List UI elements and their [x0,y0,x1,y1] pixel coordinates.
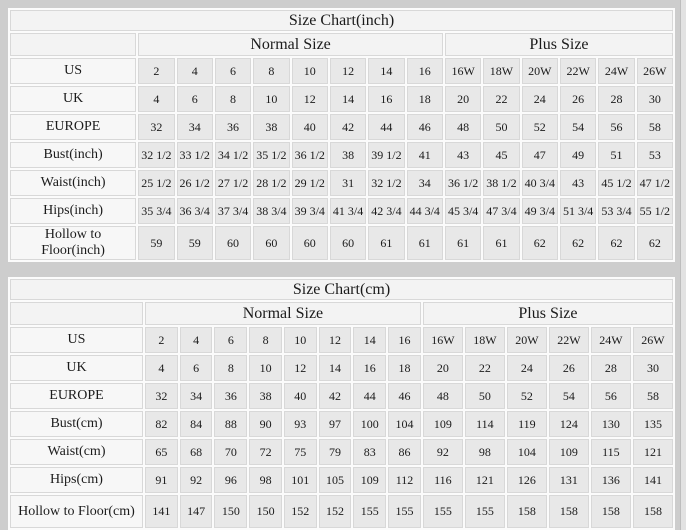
size-value-cell: 38 3/4 [253,198,289,224]
size-value-cell: 58 [637,114,673,140]
size-value-cell: 22W [560,58,596,84]
size-value-cell: 4 [177,58,213,84]
size-value-cell: 72 [249,439,282,465]
size-value-cell: 93 [284,411,317,437]
size-value-cell: 53 3/4 [598,198,634,224]
size-value-cell: 60 [253,226,289,260]
size-value-cell: 6 [215,58,251,84]
size-value-cell: 26W [637,58,673,84]
size-value-cell: 2 [138,58,174,84]
table-title-row [10,10,673,31]
size-chart-cm-table [8,277,675,530]
size-value-cell: 155 [465,495,505,528]
size-value-cell: 62 [598,226,634,260]
size-value-cell: 10 [253,86,289,112]
row-label: UK [10,86,136,112]
size-value-cell: 22 [483,86,519,112]
size-value-cell: 10 [284,327,317,353]
size-value-cell: 92 [180,467,213,493]
size-value-cell: 41 3/4 [330,198,366,224]
size-value-cell: 8 [253,58,289,84]
size-value-cell: 62 [522,226,558,260]
size-value-cell: 116 [423,467,463,493]
size-value-cell: 158 [507,495,547,528]
row-label: Bust(inch) [10,142,136,168]
corner-cell [10,33,136,56]
size-value-cell: 6 [177,86,213,112]
size-value-cell: 45 1/2 [598,170,634,196]
size-value-cell: 147 [180,495,213,528]
size-value-cell: 61 [368,226,404,260]
size-value-cell: 53 [637,142,673,168]
size-value-cell: 18W [483,58,519,84]
size-value-cell: 48 [423,383,463,409]
plus-size-header: Plus Size [445,33,673,56]
size-value-cell: 150 [214,495,247,528]
size-value-cell: 4 [145,355,178,381]
size-value-cell: 60 [215,226,251,260]
size-value-cell: 16 [368,86,404,112]
table-row [10,170,673,196]
size-value-cell: 101 [284,467,317,493]
size-value-cell: 47 1/2 [637,170,673,196]
size-value-cell: 68 [180,439,213,465]
size-value-cell: 24W [591,327,631,353]
table-title-row [10,279,673,300]
size-value-cell: 158 [591,495,631,528]
size-value-cell: 54 [560,114,596,140]
size-value-cell: 61 [445,226,481,260]
size-value-cell: 10 [249,355,282,381]
size-value-cell: 44 3/4 [407,198,443,224]
size-value-cell: 41 [407,142,443,168]
size-value-cell: 79 [319,439,352,465]
size-value-cell: 16 [388,327,421,353]
size-value-cell: 39 3/4 [292,198,328,224]
size-value-cell: 12 [292,86,328,112]
size-value-cell: 40 [284,383,317,409]
size-value-cell: 109 [549,439,589,465]
size-value-cell: 49 3/4 [522,198,558,224]
size-value-cell: 8 [214,355,247,381]
size-value-cell: 75 [284,439,317,465]
normal-size-header: Normal Size [145,302,421,325]
size-value-cell: 42 [330,114,366,140]
size-value-cell: 112 [388,467,421,493]
size-value-cell: 8 [215,86,251,112]
size-value-cell: 35 3/4 [138,198,174,224]
size-value-cell: 32 [145,383,178,409]
size-value-cell: 45 3/4 [445,198,481,224]
size-value-cell: 54 [549,383,589,409]
size-value-cell: 91 [145,467,178,493]
size-value-cell: 18W [465,327,505,353]
size-value-cell: 92 [423,439,463,465]
size-value-cell: 121 [633,439,673,465]
size-value-cell: 22 [465,355,505,381]
size-value-cell: 46 [407,114,443,140]
size-value-cell: 38 [253,114,289,140]
size-value-cell: 47 3/4 [483,198,519,224]
size-value-cell: 37 3/4 [215,198,251,224]
size-value-cell: 34 [407,170,443,196]
size-value-cell: 32 [138,114,174,140]
table-row [10,355,673,381]
row-label: Waist(cm) [10,439,143,465]
size-value-cell: 59 [138,226,174,260]
size-value-cell: 49 [560,142,596,168]
size-value-cell: 84 [180,411,213,437]
size-value-cell: 56 [591,383,631,409]
group-header-row [10,33,673,56]
size-value-cell: 48 [445,114,481,140]
size-value-cell: 124 [549,411,589,437]
size-value-cell: 36 [214,383,247,409]
size-value-cell: 24 [522,86,558,112]
size-value-cell: 46 [388,383,421,409]
table-row [10,411,673,437]
table-row [10,86,673,112]
row-label: Hollow to Floor(inch) [10,226,136,260]
size-value-cell: 22W [549,327,589,353]
group-header-row [10,302,673,325]
table-row [10,198,673,224]
size-value-cell: 30 [637,86,673,112]
size-value-cell: 24 [507,355,547,381]
size-value-cell: 131 [549,467,589,493]
size-value-cell: 104 [388,411,421,437]
row-label: EUROPE [10,114,136,140]
size-value-cell: 50 [483,114,519,140]
size-value-cell: 52 [507,383,547,409]
size-value-cell: 60 [330,226,366,260]
size-value-cell: 34 [180,383,213,409]
size-value-cell: 152 [319,495,352,528]
size-value-cell: 18 [407,86,443,112]
size-value-cell: 121 [465,467,505,493]
size-value-cell: 56 [598,114,634,140]
size-value-cell: 100 [353,411,386,437]
size-value-cell: 51 [598,142,634,168]
table-row [10,114,673,140]
size-value-cell: 38 1/2 [483,170,519,196]
row-label: UK [10,355,143,381]
size-value-cell: 50 [465,383,505,409]
size-value-cell: 34 [177,114,213,140]
size-value-cell: 61 [483,226,519,260]
row-label: Waist(inch) [10,170,136,196]
size-value-cell: 18 [388,355,421,381]
size-value-cell: 16 [407,58,443,84]
size-value-cell: 40 [292,114,328,140]
size-value-cell: 109 [423,411,463,437]
size-value-cell: 44 [353,383,386,409]
size-value-cell: 47 [522,142,558,168]
size-value-cell: 158 [549,495,589,528]
size-value-cell: 36 1/2 [292,142,328,168]
row-label: Hips(inch) [10,198,136,224]
table-row [10,495,673,528]
size-value-cell: 14 [353,327,386,353]
size-value-cell: 158 [633,495,673,528]
size-value-cell: 52 [522,114,558,140]
size-value-cell: 20W [522,58,558,84]
size-value-cell: 14 [368,58,404,84]
size-value-cell: 97 [319,411,352,437]
size-chart-inch-table [8,8,675,262]
size-value-cell: 36 1/2 [445,170,481,196]
table-row [10,383,673,409]
table-title: Size Chart(cm) [10,279,673,300]
size-value-cell: 26 [560,86,596,112]
size-value-cell: 141 [633,467,673,493]
table-row [10,467,673,493]
size-value-cell: 114 [465,411,505,437]
size-value-cell: 98 [465,439,505,465]
size-value-cell: 36 3/4 [177,198,213,224]
size-value-cell: 141 [145,495,178,528]
size-value-cell: 34 1/2 [215,142,251,168]
size-value-cell: 105 [319,467,352,493]
size-value-cell: 83 [353,439,386,465]
size-value-cell: 55 1/2 [637,198,673,224]
row-label: Hips(cm) [10,467,143,493]
size-value-cell: 2 [145,327,178,353]
size-value-cell: 59 [177,226,213,260]
size-value-cell: 6 [214,327,247,353]
size-value-cell: 12 [330,58,366,84]
size-value-cell: 70 [214,439,247,465]
size-value-cell: 33 1/2 [177,142,213,168]
size-value-cell: 130 [591,411,631,437]
size-value-cell: 8 [249,327,282,353]
row-label: Bust(cm) [10,411,143,437]
size-value-cell: 115 [591,439,631,465]
size-value-cell: 26 [549,355,589,381]
size-value-cell: 150 [249,495,282,528]
size-value-cell: 61 [407,226,443,260]
size-value-cell: 135 [633,411,673,437]
size-value-cell: 65 [145,439,178,465]
size-value-cell: 4 [180,327,213,353]
size-value-cell: 20 [445,86,481,112]
size-value-cell: 38 [249,383,282,409]
size-value-cell: 20 [423,355,463,381]
size-value-cell: 43 [445,142,481,168]
size-value-cell: 28 [598,86,634,112]
plus-size-header: Plus Size [423,302,673,325]
size-value-cell: 30 [633,355,673,381]
size-value-cell: 40 3/4 [522,170,558,196]
size-value-cell: 43 [560,170,596,196]
size-value-cell: 14 [330,86,366,112]
size-value-cell: 4 [138,86,174,112]
size-value-cell: 26 1/2 [177,170,213,196]
size-value-cell: 90 [249,411,282,437]
size-value-cell: 16W [445,58,481,84]
table-title: Size Chart(inch) [10,10,673,31]
size-value-cell: 51 3/4 [560,198,596,224]
size-value-cell: 88 [214,411,247,437]
size-value-cell: 35 1/2 [253,142,289,168]
size-value-cell: 31 [330,170,366,196]
size-value-cell: 42 [319,383,352,409]
size-value-cell: 10 [292,58,328,84]
size-value-cell: 29 1/2 [292,170,328,196]
size-value-cell: 16W [423,327,463,353]
size-value-cell: 104 [507,439,547,465]
table-row [10,58,673,84]
row-label: EUROPE [10,383,143,409]
size-value-cell: 155 [423,495,463,528]
size-value-cell: 155 [388,495,421,528]
size-value-cell: 98 [249,467,282,493]
size-value-cell: 44 [368,114,404,140]
size-value-cell: 20W [507,327,547,353]
table-row [10,327,673,353]
size-value-cell: 86 [388,439,421,465]
size-value-cell: 25 1/2 [138,170,174,196]
size-value-cell: 96 [214,467,247,493]
size-value-cell: 36 [215,114,251,140]
table-row [10,439,673,465]
size-value-cell: 38 [330,142,366,168]
size-value-cell: 26W [633,327,673,353]
size-value-cell: 28 [591,355,631,381]
size-value-cell: 24W [598,58,634,84]
size-value-cell: 16 [353,355,386,381]
size-value-cell: 62 [637,226,673,260]
size-value-cell: 42 3/4 [368,198,404,224]
normal-size-header: Normal Size [138,33,443,56]
scrollbar-track[interactable] [680,0,686,530]
size-value-cell: 62 [560,226,596,260]
size-value-cell: 32 1/2 [368,170,404,196]
size-value-cell: 27 1/2 [215,170,251,196]
size-value-cell: 82 [145,411,178,437]
size-value-cell: 12 [319,327,352,353]
size-value-cell: 60 [292,226,328,260]
table-row [10,142,673,168]
size-value-cell: 136 [591,467,631,493]
size-value-cell: 32 1/2 [138,142,174,168]
size-value-cell: 14 [319,355,352,381]
row-label: US [10,58,136,84]
size-value-cell: 39 1/2 [368,142,404,168]
size-value-cell: 152 [284,495,317,528]
size-value-cell: 6 [180,355,213,381]
size-value-cell: 45 [483,142,519,168]
size-value-cell: 126 [507,467,547,493]
size-value-cell: 58 [633,383,673,409]
size-value-cell: 155 [353,495,386,528]
size-value-cell: 28 1/2 [253,170,289,196]
table-row [10,226,673,260]
size-value-cell: 109 [353,467,386,493]
row-label: US [10,327,143,353]
size-value-cell: 12 [284,355,317,381]
corner-cell [10,302,143,325]
row-label: Hollow to Floor(cm) [10,495,143,528]
size-value-cell: 119 [507,411,547,437]
